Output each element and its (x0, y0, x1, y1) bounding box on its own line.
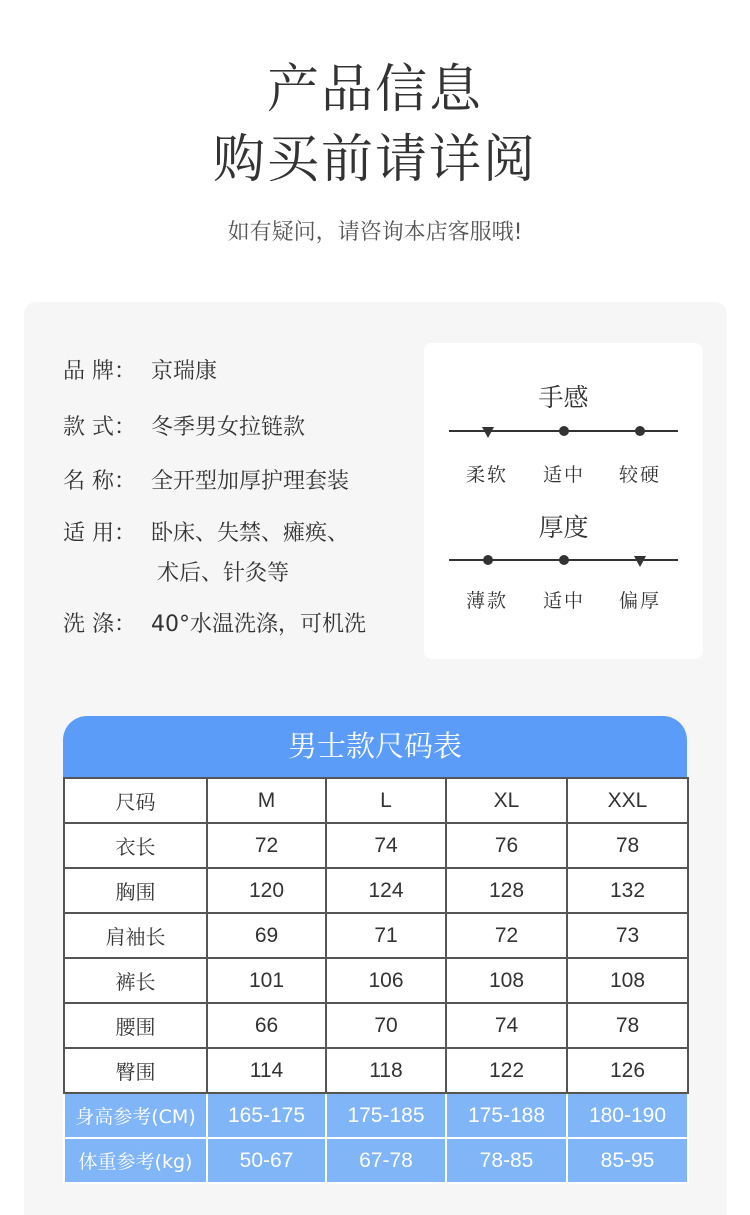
table-cell: 50-67 (207, 1138, 326, 1183)
hand-feel-label-hard: 较硬 (618, 464, 661, 486)
table-cell: 126 (567, 1048, 688, 1093)
table-cell: 120 (207, 868, 326, 913)
table-cell: 101 (207, 958, 326, 1003)
title-line-2: 购买前请详阅 (212, 130, 537, 190)
info-value-name: 全开型加厚护理套装 (151, 469, 350, 494)
row-label-cell: 臀围 (64, 1048, 207, 1093)
row-label-cell: 尺码 (64, 778, 207, 823)
info-value-wash: 40°水温洗涤，可机洗 (151, 612, 366, 637)
table-cell: 108 (567, 958, 688, 1003)
title-line-1: 产品信息 (266, 60, 483, 120)
thickness-dot-medium (559, 555, 569, 565)
table-row (64, 868, 688, 913)
page-header (0, 0, 750, 290)
table-cell: 124 (326, 868, 446, 913)
thickness-label-thick: 偏厚 (618, 590, 661, 612)
info-value-brand: 京瑞康 (151, 359, 218, 384)
info-key-wash: 洗 涤： (63, 612, 136, 637)
table-cell: 70 (326, 1003, 446, 1048)
table-row (64, 1003, 688, 1048)
table-cell: 118 (326, 1048, 446, 1093)
table-cell: XL (446, 778, 567, 823)
table-cell: 74 (446, 1003, 567, 1048)
info-key-name: 名 称： (63, 469, 136, 494)
table-cell: 106 (326, 958, 446, 1003)
info-row-wash (63, 609, 423, 641)
texture-card (424, 343, 703, 659)
hand-feel-dot-medium (559, 426, 569, 436)
info-key-style: 款 式： (63, 415, 136, 440)
table-cell: 72 (446, 913, 567, 958)
thickness-title: 厚度 (538, 513, 589, 542)
hand-feel-label-soft: 柔软 (465, 464, 508, 486)
hand-feel-title: 手感 (538, 383, 589, 412)
info-value-use-line2: 术后、针灸等 (157, 561, 290, 586)
table-cell: 175-185 (326, 1093, 446, 1138)
table-cell: 85-95 (567, 1138, 688, 1183)
table-cell: 69 (207, 913, 326, 958)
table-cell: 114 (207, 1048, 326, 1093)
table-cell: 78 (567, 823, 688, 868)
info-key-use: 适 用： (63, 521, 136, 546)
table-cell: 78 (567, 1003, 688, 1048)
info-value-use-line1: 卧床、失禁、瘫痪、 (151, 521, 350, 546)
info-row-name (63, 466, 423, 498)
row-label-cell: 裤长 (64, 958, 207, 1003)
row-label-cell: 身高参考(CM) (64, 1093, 207, 1138)
table-row (64, 823, 688, 868)
info-row-style (63, 412, 423, 444)
thickness-label-thin: 薄款 (465, 590, 508, 612)
thickness-label-medium: 适中 (542, 590, 585, 612)
table-cell: M (207, 778, 326, 823)
hand-feel-marker-soft (482, 427, 494, 438)
hand-feel-dot-hard (635, 426, 645, 436)
table-cell: 165-175 (207, 1093, 326, 1138)
reference-row (64, 1093, 688, 1138)
table-cell: 76 (446, 823, 567, 868)
table-cell: 122 (446, 1048, 567, 1093)
info-row-brand (63, 356, 423, 388)
table-cell: 180-190 (567, 1093, 688, 1138)
table-cell: 108 (446, 958, 567, 1003)
table-cell: L (326, 778, 446, 823)
row-label-cell: 衣长 (64, 823, 207, 868)
row-label-cell: 腰围 (64, 1003, 207, 1048)
size-chart-title: 男士款尺码表 (63, 716, 687, 777)
table-row (64, 913, 688, 958)
table-cell: 132 (567, 868, 688, 913)
table-row (64, 958, 688, 1003)
table-cell: 74 (326, 823, 446, 868)
info-value-style: 冬季男女拉链款 (151, 415, 306, 440)
table-cell: 73 (567, 913, 688, 958)
info-row-use (63, 518, 423, 586)
row-label-cell: 体重参考(kg) (64, 1138, 207, 1183)
table-row (64, 1048, 688, 1093)
row-label-cell: 胸围 (64, 868, 207, 913)
table-cell: 78-85 (446, 1138, 567, 1183)
hand-feel-label-medium: 适中 (542, 464, 585, 486)
info-key-brand: 品 牌： (63, 359, 136, 384)
table-cell: XXL (567, 778, 688, 823)
row-label-cell: 肩袖长 (64, 913, 207, 958)
reference-row (64, 1138, 688, 1183)
table-header-row (64, 778, 688, 823)
table-cell: 175-188 (446, 1093, 567, 1138)
subtitle: 如有疑问，请咨询本店客服哦! (227, 220, 523, 245)
size-chart-grid (63, 777, 689, 1184)
table-cell: 67-78 (326, 1138, 446, 1183)
thickness-dot-thin (483, 555, 493, 565)
table-cell: 128 (446, 868, 567, 913)
table-cell: 71 (326, 913, 446, 958)
table-cell: 72 (207, 823, 326, 868)
table-cell: 66 (207, 1003, 326, 1048)
thickness-marker-thick (634, 556, 646, 567)
